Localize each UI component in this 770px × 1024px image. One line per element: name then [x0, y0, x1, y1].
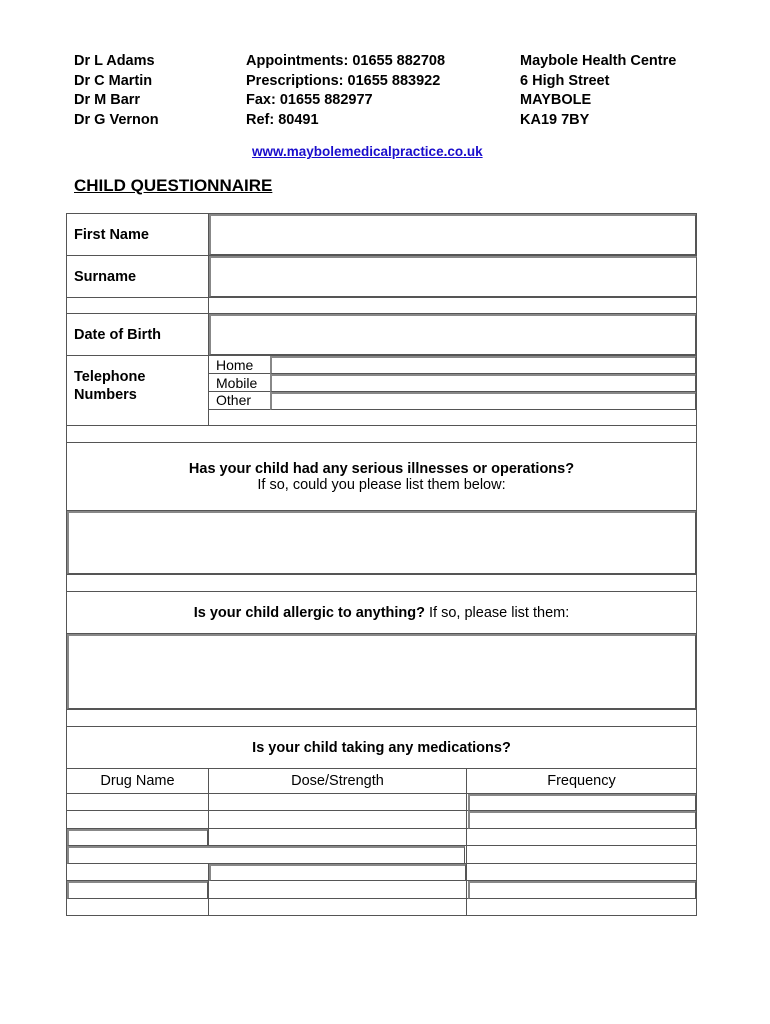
med-drug-input[interactable] [67, 881, 208, 899]
dob-input[interactable] [209, 314, 696, 355]
fax-number: Fax: 01655 882977 [246, 92, 373, 108]
home-phone-input[interactable] [270, 356, 696, 374]
allergy-textarea[interactable] [67, 634, 696, 709]
form-title: CHILD QUESTIONNAIRE [74, 176, 273, 195]
row-divider [66, 768, 697, 769]
med-drug-dose-input[interactable] [67, 846, 465, 864]
other-phone-input[interactable] [270, 392, 696, 410]
illness-textarea[interactable] [67, 511, 696, 574]
row-divider [66, 574, 697, 575]
frequency-header: Frequency [547, 773, 616, 789]
surname-input[interactable] [209, 256, 697, 297]
first-name-label: First Name [74, 227, 149, 243]
doctor-name: Dr C Martin [74, 72, 153, 89]
first-name-input[interactable] [209, 214, 696, 255]
address-line: MAYBOLE [520, 92, 592, 108]
address-line: 6 High Street [520, 72, 610, 89]
website-link[interactable]: www.maybolemedicalpractice.co.uk [252, 144, 483, 159]
row-divider [66, 425, 697, 426]
phone-type-home: Home [216, 357, 254, 373]
doctor-name: Dr L Adams [74, 53, 155, 69]
prescriptions-number: Prescriptions: 01655 883922 [246, 72, 441, 89]
medication-question: Is your child taking any medications? [252, 740, 511, 756]
telephone-label: Numbers [74, 387, 137, 403]
med-frequency-input[interactable] [468, 881, 696, 899]
medication-question-block [67, 740, 696, 756]
reference-number: Ref: 80491 [246, 111, 319, 128]
row-divider [66, 726, 697, 727]
dose-strength-header: Dose/Strength [291, 773, 384, 789]
appointments-number: Appointments: 01655 882708 [246, 53, 446, 69]
med-frequency-input[interactable] [468, 811, 696, 829]
form-border-bottom [66, 915, 697, 916]
med-drug-input[interactable] [67, 829, 208, 846]
dob-label: Date of Birth [74, 327, 161, 343]
med-column-divider [208, 768, 209, 915]
doctors-list [74, 52, 159, 130]
contact-info [246, 52, 445, 130]
phone-type-mobile: Mobile [216, 375, 258, 391]
practice-address [520, 52, 676, 130]
allergy-question: Is your child allergic to anything? [193, 605, 425, 621]
address-line: KA19 7BY [520, 111, 590, 128]
address-line: Maybole Health Centre [520, 53, 677, 69]
illness-question: Has your child had any serious illnesses or operations? [188, 461, 575, 477]
med-frequency-input[interactable] [468, 794, 696, 811]
mobile-phone-input[interactable] [270, 374, 696, 392]
allergy-subtext: If so, please list them: [429, 605, 570, 621]
illness-subtext: If so, could you please list them below: [257, 477, 506, 493]
surname-label: Surname [74, 269, 137, 285]
med-column-divider [466, 768, 467, 915]
row-divider [66, 297, 697, 298]
row-divider [66, 709, 697, 710]
phone-type-other: Other [216, 392, 252, 408]
doctor-name: Dr M Barr [74, 92, 141, 108]
doctor-name: Dr G Vernon [74, 111, 159, 128]
row-divider [66, 591, 697, 592]
drug-name-header: Drug Name [100, 773, 175, 789]
row-divider [66, 442, 697, 443]
med-dose-input[interactable] [209, 864, 466, 881]
telephone-label: Telephone [74, 369, 146, 385]
illness-question-block [67, 461, 696, 493]
allergy-question-block [67, 605, 696, 621]
